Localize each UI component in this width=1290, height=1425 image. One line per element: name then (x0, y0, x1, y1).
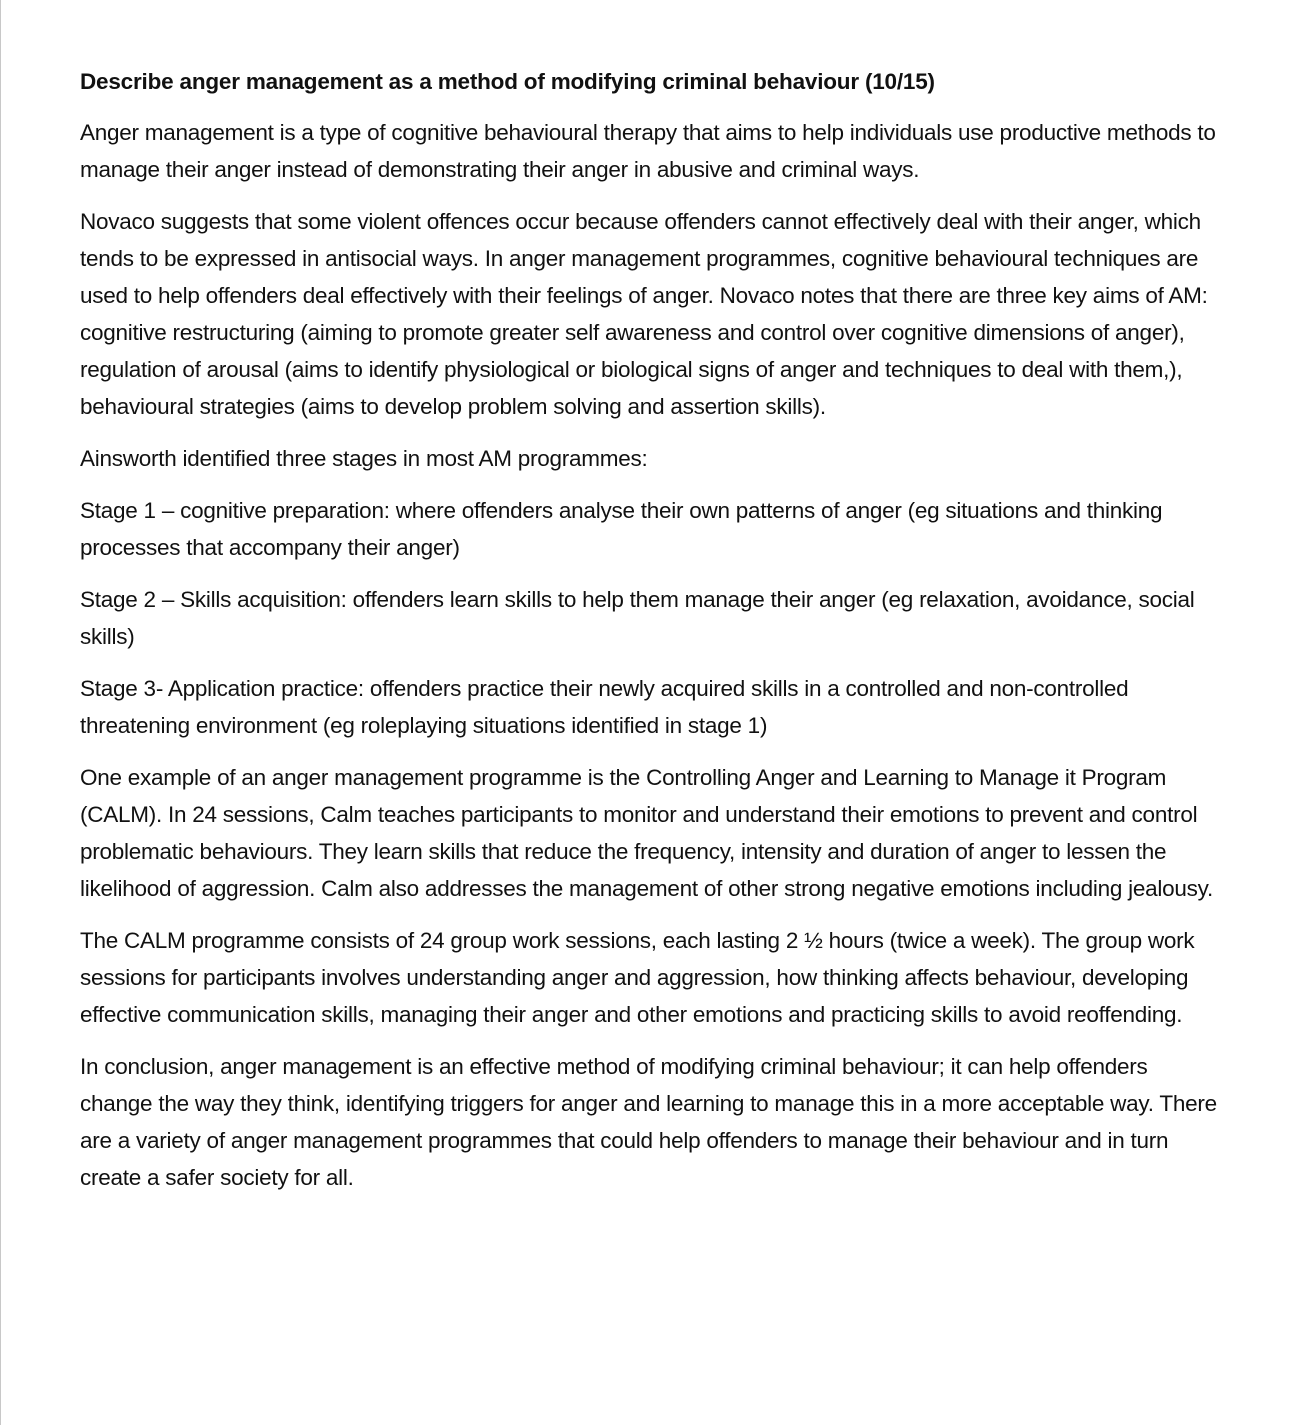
document-title: Describe anger management as a method of modifying criminal behaviour (10/15) (80, 69, 935, 94)
paragraph-novaco: Novaco suggests that some violent offences occur because offenders cannot effectively deal with their anger, which tends to be expressed in antisocial ways. In anger management programmes, cognitive behavioural techniques are used to help offenders deal effectively with their feelings of anger. Novaco notes that there are three key aims of AM: cognitive restructuring (aiming to promote greater self awareness and control over cognitive dimensions of anger), regulation of arousal (aims to identify physiological or biological signs of anger and techniques to deal with them,), behavioural strategies (aims to develop problem solving and assertion skills). (80, 209, 1208, 419)
document-page (80, 64, 1220, 1211)
page-edge (0, 0, 1, 1425)
paragraph-stage-3: Stage 3- Application practice: offenders practice their newly acquired skills in a controlled and non-controlled threatening environment (eg roleplaying situations identified in stage 1) (80, 676, 1129, 738)
paragraph-calm-sessions: The CALM programme consists of 24 group work sessions, each lasting 2 ½ hours (twice a week). The group work sessions for participants involves understanding anger and aggression, how thinking affects behaviour, developing effective communication skills, managing their anger and other emotions and practicing skills to avoid reoffending. (80, 928, 1195, 1027)
paragraph-calm-example: One example of an anger management programme is the Controlling Anger and Learning to Manage it Program (CALM). In 24 sessions, Calm teaches participants to monitor and understand their emotions to prevent and control problematic behaviours. They learn skills that reduce the frequency, intensity and duration of anger to lessen the likelihood of aggression. Calm also addresses the management of other strong negative emotions including jealousy. (80, 765, 1214, 901)
paragraph-stage-2: Stage 2 – Skills acquisition: offenders learn skills to help them manage their anger (eg relaxation, avoidance, social skills) (80, 587, 1195, 649)
paragraph-conclusion: In conclusion, anger management is an effective method of modifying criminal behaviour; it can help offenders change the way they think, identifying triggers for anger and learning to manage this in a more acceptable way. There are a variety of anger management programmes that could help offenders to manage their behaviour and in turn create a safer society for all. (80, 1054, 1217, 1190)
paragraph-ainsworth: Ainsworth identified three stages in most AM programmes: (80, 446, 648, 471)
paragraph-intro: Anger management is a type of cognitive behavioural therapy that aims to help individuals use productive methods to manage their anger instead of demonstrating their anger in abusive and criminal ways. (80, 120, 1216, 182)
paragraph-stage-1: Stage 1 – cognitive preparation: where offenders analyse their own patterns of anger (eg situations and thinking processes that accompany their anger) (80, 498, 1163, 560)
